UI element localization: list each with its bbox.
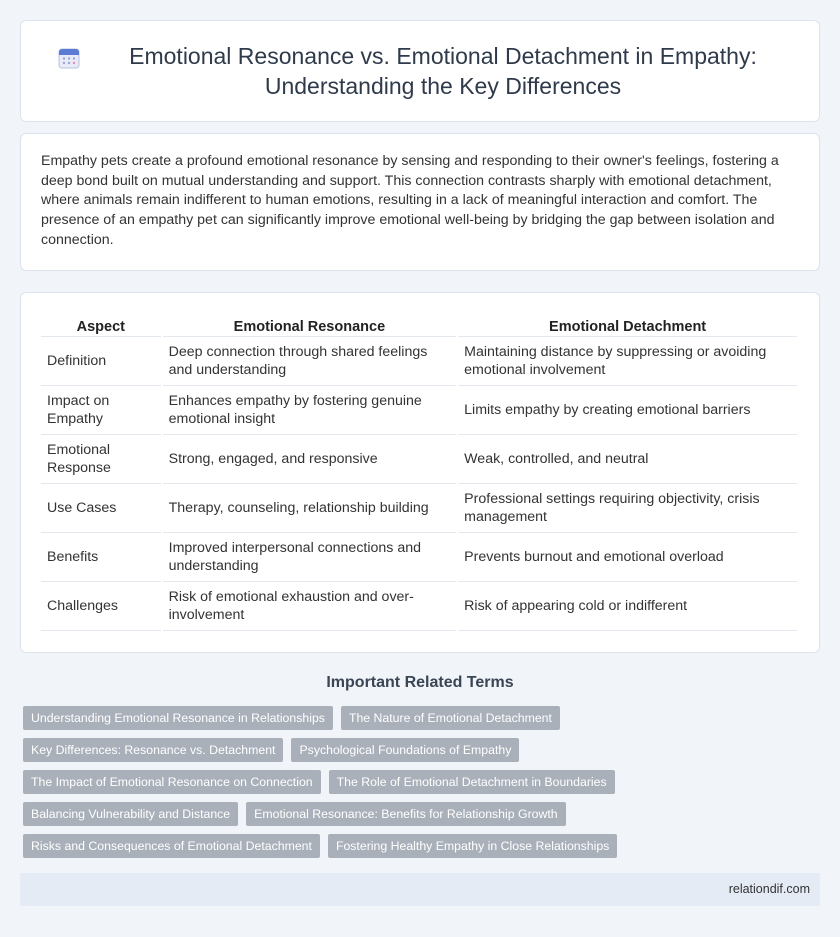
intro-card [20, 133, 820, 271]
header-card [20, 20, 820, 122]
table-cell-detachment: Limits empathy by creating emotional barriers [458, 386, 797, 435]
column-header-detachment: Emotional Detachment [458, 311, 797, 337]
table-row [41, 484, 797, 533]
table-cell-aspect: Impact on Empathy [41, 386, 161, 435]
table-row [41, 533, 797, 582]
table-cell-resonance: Risk of emotional exhaustion and over-involvement [163, 582, 457, 631]
table-cell-detachment: Weak, controlled, and neutral [458, 435, 797, 484]
column-header-resonance: Emotional Resonance [163, 311, 457, 337]
related-term-tag[interactable]: Key Differences: Resonance vs. Detachment [23, 738, 283, 762]
related-terms-heading: Important Related Terms [326, 674, 514, 691]
related-term-tag[interactable]: Psychological Foundations of Empathy [291, 738, 519, 762]
footer [20, 873, 820, 906]
table-cell-aspect: Definition [41, 337, 161, 386]
table-cell-resonance: Improved interpersonal connections and understanding [163, 533, 457, 582]
table-cell-detachment: Risk of appearing cold or indifferent [458, 582, 797, 631]
related-term-tag[interactable]: Risks and Consequences of Emotional Detachment [23, 834, 320, 858]
table-cell-resonance: Deep connection through shared feelings and understanding [163, 337, 457, 386]
related-term-tag[interactable]: Balancing Vulnerability and Distance [23, 802, 238, 826]
comparison-table [39, 311, 799, 631]
comparison-table-card [20, 292, 820, 653]
page-title: Emotional Resonance vs. Emotional Detachment in Empathy: Understanding the Key Differences [129, 43, 757, 99]
table-cell-detachment: Prevents burnout and emotional overload [458, 533, 797, 582]
related-term-tag[interactable]: Fostering Healthy Empathy in Close Relationships [328, 834, 617, 858]
table-row [41, 582, 797, 631]
table-cell-resonance: Strong, engaged, and responsive [163, 435, 457, 484]
table-row [41, 435, 797, 484]
table-row [41, 337, 797, 386]
table-cell-detachment: Maintaining distance by suppressing or avoiding emotional involvement [458, 337, 797, 386]
related-term-tag[interactable]: The Role of Emotional Detachment in Boundaries [329, 770, 615, 794]
site-domain[interactable]: relationdif.com [728, 882, 810, 896]
calendar-icon [57, 46, 81, 70]
table-header-row [41, 311, 797, 337]
related-term-tag[interactable]: The Nature of Emotional Detachment [341, 706, 560, 730]
column-header-aspect: Aspect [41, 311, 161, 337]
table-row [41, 386, 797, 435]
intro-paragraph: Empathy pets create a profound emotional resonance by sensing and responding to their owner's feelings, fostering a deep bond built on mutual understanding and support. This connection contrasts sharply with emotional detachment, where animals remain indifferent to human emotions, resulting in a lack of meaningful interaction and comfort. The presence of an empathy pet can significantly improve emotional well-being by bridging the gap between isolation and connection. [41, 153, 779, 248]
related-terms-list [23, 706, 823, 858]
table-cell-aspect: Use Cases [41, 484, 161, 533]
related-term-tag[interactable]: The Impact of Emotional Resonance on Connection [23, 770, 321, 794]
table-cell-resonance: Therapy, counseling, relationship building [163, 484, 457, 533]
table-cell-aspect: Emotional Response [41, 435, 161, 484]
table-cell-aspect: Challenges [41, 582, 161, 631]
related-term-tag[interactable]: Understanding Emotional Resonance in Relationships [23, 706, 333, 730]
related-term-tag[interactable]: Emotional Resonance: Benefits for Relationship Growth [246, 802, 565, 826]
table-cell-aspect: Benefits [41, 533, 161, 582]
table-cell-resonance: Enhances empathy by fostering genuine emotional insight [163, 386, 457, 435]
table-cell-detachment: Professional settings requiring objectivity, crisis management [458, 484, 797, 533]
